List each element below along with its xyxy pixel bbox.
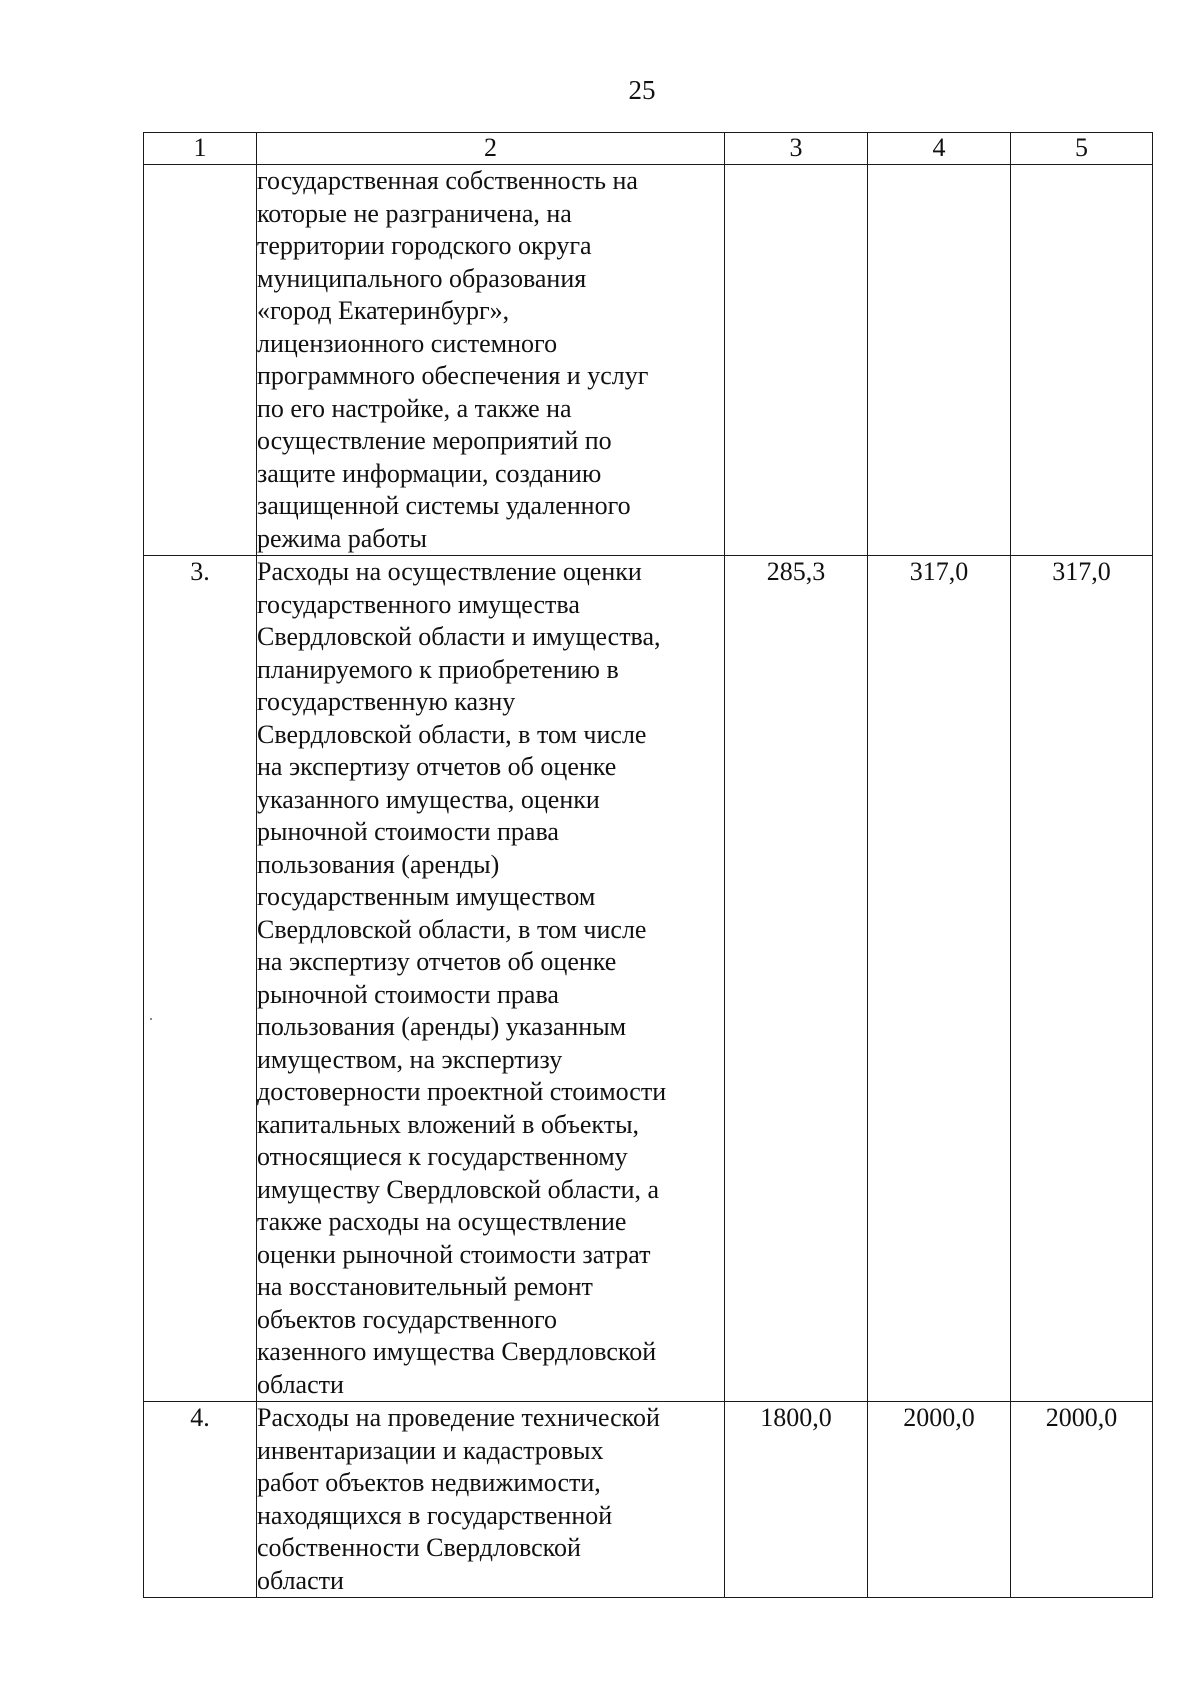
- description-line: защищенной системы удаленного: [257, 491, 631, 520]
- column-header-2: 2: [257, 133, 725, 165]
- column-header-1: 1: [144, 133, 257, 165]
- description-line: на экспертизу отчетов об оценке: [257, 752, 617, 781]
- description-line: Расходы на осуществление оценки: [257, 557, 642, 586]
- table-row: [144, 556, 1153, 1402]
- row-number: 4.: [144, 1402, 257, 1598]
- value-column-3: 1800,0: [725, 1402, 868, 1598]
- description-line: области: [257, 1369, 344, 1399]
- description-line: области: [257, 1565, 344, 1595]
- value-column-4: 317,0: [868, 556, 1011, 1402]
- description-line: режима работы: [257, 523, 427, 553]
- description-line: по его настройке, а также на: [257, 393, 572, 423]
- row-description: [257, 165, 725, 556]
- value-column-4: 2000,0: [868, 1402, 1011, 1598]
- value-column-5: 317,0: [1011, 556, 1153, 1402]
- description-line: планируемого к приобретению в: [257, 654, 619, 684]
- description-line: рыночной стоимости права: [257, 817, 559, 846]
- description-line: государственного имущества: [257, 589, 580, 619]
- description-line: капитальных вложений в объекты,: [257, 1109, 640, 1139]
- row-description: [257, 1402, 725, 1598]
- description-line: относящиеся к государственному: [257, 1142, 628, 1171]
- page-number: 25: [628, 75, 656, 105]
- value-column-5: 2000,0: [1011, 1402, 1153, 1598]
- column-header-3: 3: [725, 133, 868, 165]
- row-number: 3.: [144, 556, 257, 1402]
- row-number: [144, 165, 257, 556]
- budget-table: [143, 132, 1153, 1598]
- description-line: имуществом, на экспертизу: [257, 1044, 563, 1074]
- description-line: лицензионного системного: [257, 328, 558, 358]
- description-line: которые не разграничена, на: [257, 198, 572, 228]
- description-line: собственности Свердловской: [257, 1533, 581, 1562]
- description-line: Свердловской области и имущества,: [257, 622, 661, 651]
- description-line: территории городского округа: [257, 231, 592, 260]
- row-description: [257, 556, 725, 1402]
- table-row: [144, 1402, 1153, 1598]
- description-line: имуществу Свердловской области, а: [257, 1174, 660, 1204]
- description-line: государственную казну: [257, 687, 516, 716]
- column-header-4: 4: [868, 133, 1011, 165]
- description-line: осуществление мероприятий по: [257, 426, 612, 455]
- description-line: муниципального образования: [257, 263, 587, 293]
- description-line: рыночной стоимости права: [257, 979, 559, 1009]
- description-line: государственная собственность на: [257, 166, 638, 195]
- description-line: на экспертизу отчетов об оценке: [257, 947, 617, 976]
- description-line: «город Екатеринбург»,: [257, 296, 510, 325]
- description-line: пользования (аренды): [257, 849, 500, 879]
- column-header-5: 5: [1011, 133, 1153, 165]
- description-line: на восстановительный ремонт: [257, 1272, 593, 1301]
- description-line: указанного имущества, оценки: [257, 784, 600, 814]
- description-line: Свердловской области, в том числе: [257, 914, 647, 944]
- description-line: казенного имущества Свердловской: [257, 1337, 657, 1366]
- description-line: работ объектов недвижимости,: [257, 1468, 601, 1497]
- description-line: государственным имуществом: [257, 882, 596, 911]
- table-row: [144, 165, 1153, 556]
- description-line: Расходы на проведение технической: [257, 1403, 660, 1432]
- description-line: защите информации, созданию: [257, 458, 602, 488]
- description-line: оценки рыночной стоимости затрат: [257, 1239, 651, 1269]
- description-line: Свердловской области, в том числе: [257, 719, 647, 749]
- description-line: достоверности проектной стоимости: [257, 1077, 667, 1106]
- description-line: объектов государственного: [257, 1304, 558, 1334]
- value-column-3: 285,3: [725, 556, 868, 1402]
- value-column-4: [868, 165, 1011, 556]
- description-line: инвентаризации и кадастровых: [257, 1435, 604, 1465]
- description-line: также расходы на осуществление: [257, 1207, 627, 1236]
- value-column-5: [1011, 165, 1153, 556]
- header-row: [144, 133, 1153, 165]
- description-line: пользования (аренды) указанным: [257, 1012, 627, 1041]
- description-line: программного обеспечения и услуг: [257, 361, 649, 390]
- description-line: находящихся в государственной: [257, 1500, 613, 1530]
- value-column-3: [725, 165, 868, 556]
